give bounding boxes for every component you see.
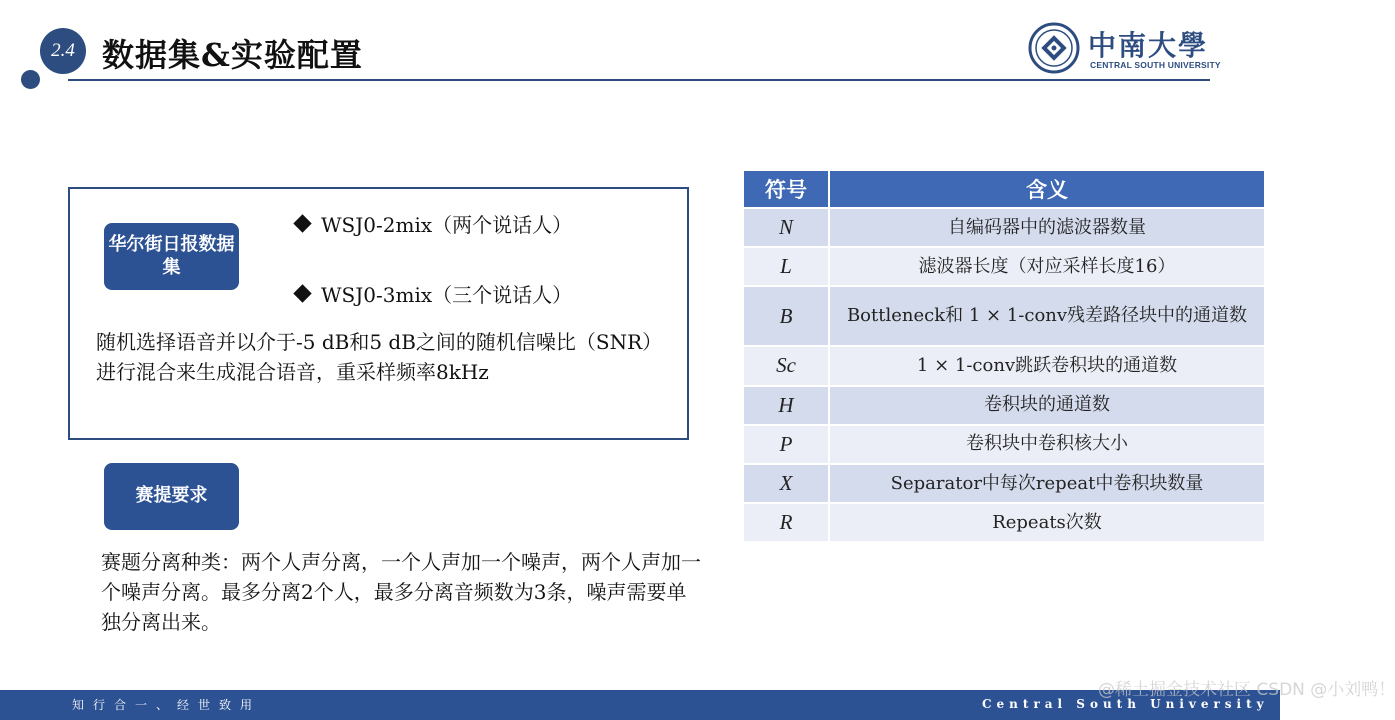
bullet-text: WSJ0-2mix（两个说话人） [321,213,573,237]
meaning-cell: Separator中每次repeat中卷积块数量 [830,463,1264,502]
watermark: @稀土掘金技术社区 CSDN @小刘鸭！ [1098,680,1395,700]
symbol-cell: X [744,463,830,502]
university-emblem-icon [1028,22,1080,74]
bullet-wsj0-3mix [292,279,572,308]
university-logo [1028,22,1221,76]
logo-english-text: CENTRAL SOUTH UNIVERSITY [1090,60,1221,70]
meaning-cell: Bottleneck和 1 × 1-conv残差路径块中的通道数 [830,285,1264,345]
table-row [744,385,1264,424]
table-header-row [744,171,1264,207]
header-meaning: 含义 [830,171,1264,207]
symbol-cell: H [744,385,830,424]
logo-chinese-text: 中南大學 [1088,29,1209,62]
dataset-label-pill: 华尔街日报数据集 [104,223,239,290]
table-row [744,424,1264,463]
meaning-cell: 1 × 1-conv跳跃卷积块的通道数 [830,345,1264,384]
table-row [744,285,1264,345]
bullet-text: WSJ0-3mix（三个说话人） [321,283,573,307]
header-symbol: 符号 [744,171,830,207]
symbol-cell: R [744,502,830,541]
decorative-dot [21,70,40,89]
table-row [744,502,1264,541]
symbol-cell: L [744,246,830,285]
page-title: 数据集&实验配置 [102,36,363,74]
meaning-cell: 自编码器中的滤波器数量 [830,207,1264,246]
meaning-cell: 卷积块的通道数 [830,385,1264,424]
meaning-cell: 滤波器长度（对应采样长度16） [830,246,1264,285]
symbol-cell: B [744,285,830,345]
meaning-cell: Repeats次数 [830,502,1264,541]
header-divider [68,79,1210,81]
symbol-table [744,171,1264,541]
symbol-cell: P [744,424,830,463]
bullet-wsj0-2mix [292,209,572,238]
diamond-bullet-icon [293,284,311,302]
meaning-cell: 卷积块中卷积核大小 [830,424,1264,463]
symbol-cell: N [744,207,830,246]
table-row [744,463,1264,502]
dataset-description: 随机选择语音并以介于-5 dB和5 dB之间的随机信噪比（SNR）进行混合来生成混合语音，重采样频率8kHz [96,330,653,384]
symbol-cell: Sc [744,345,830,384]
table-row [744,345,1264,384]
table-row [744,207,1264,246]
footer-motto: 知行合一、经世致用 [72,698,262,712]
section-number-badge: 2.4 [40,28,86,74]
requirement-label-pill: 赛提要求 [104,463,239,530]
requirement-text: 赛题分离种类：两个人声分离，一个人声加一个噪声，两个人声加一个噪声分离。最多分离2个人，最多分离音频数为3条，噪声需要单独分离出来。 [101,550,701,634]
table-row [744,246,1264,285]
footer-university-name: Central South University [982,697,1269,711]
diamond-bullet-icon [293,214,311,232]
